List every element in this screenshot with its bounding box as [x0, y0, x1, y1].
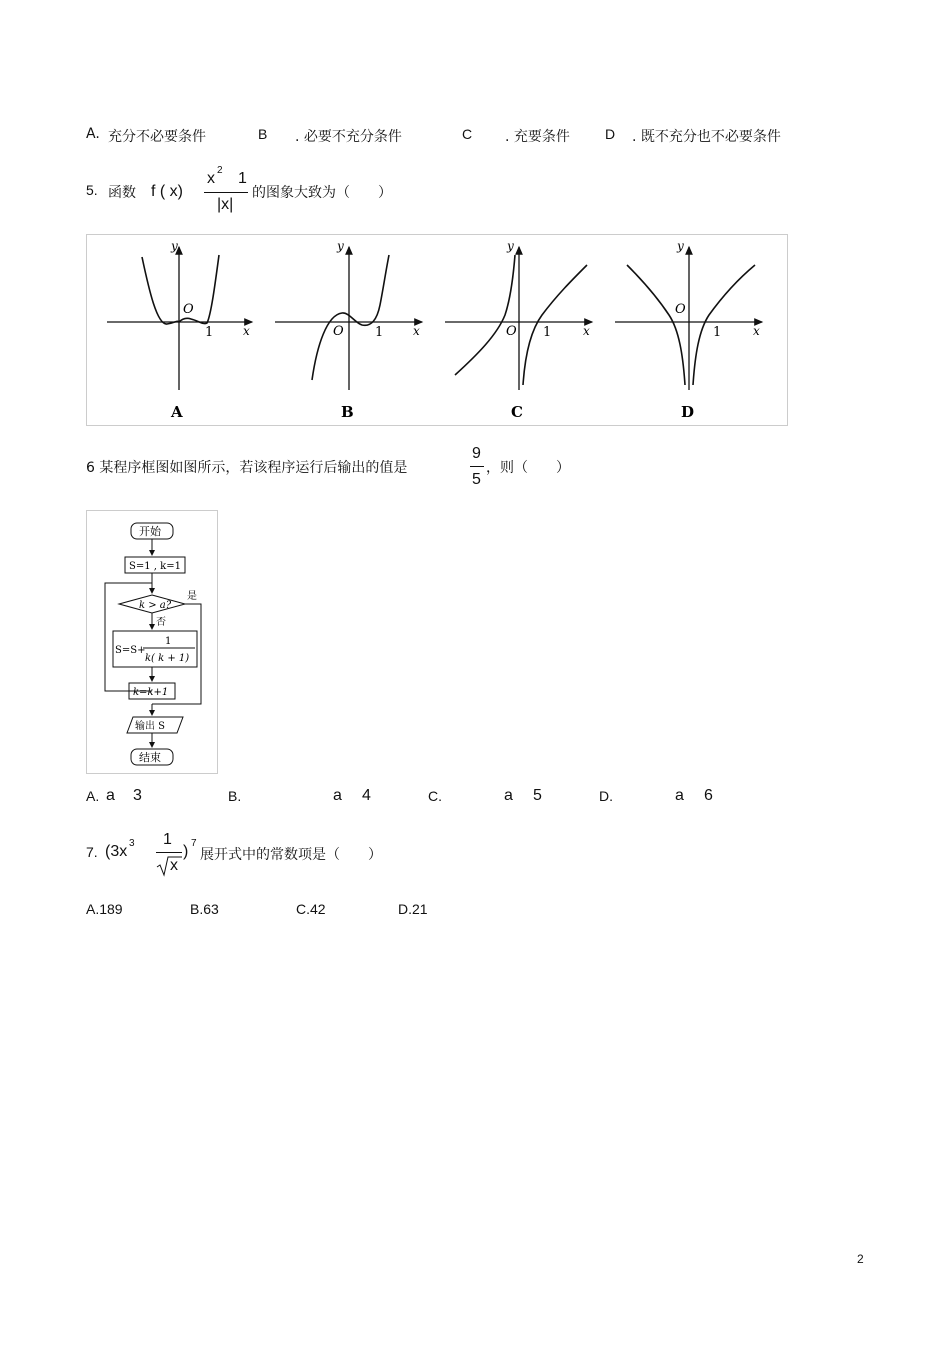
graph-b-label: B [341, 403, 354, 421]
graph-b-y-label: y [337, 239, 344, 253]
q4-option-b-text: . 必要不充分条件 [295, 129, 402, 145]
q5-graphs-figure [86, 234, 788, 426]
flow-update-num: 1 [165, 636, 172, 647]
q4-option-d-text: . 既不充分也不必要条件 [632, 129, 781, 145]
q7-exponent-3: 3 [129, 838, 135, 849]
graph-a-origin: O [183, 302, 194, 317]
graph-d-y-label: y [677, 239, 684, 253]
q7-frac-num: 1 [163, 831, 172, 848]
flow-yes: 是 [187, 591, 197, 602]
graph-c-label: C [511, 403, 523, 421]
q5-number: 5. [86, 182, 98, 198]
q6-option-c-label: C. [428, 788, 442, 804]
q4-option-b-label: B [258, 126, 268, 142]
q4-option-d-label: D [605, 126, 616, 142]
q7-open: (3x [105, 843, 128, 860]
q7-option-d: D.21 [398, 901, 428, 917]
q5-fraction-bar [204, 192, 248, 193]
q5-prefix: 函数 [108, 185, 136, 201]
flow-no: 否 [156, 617, 166, 628]
q7-exponent-7: 7 [191, 838, 197, 849]
q6-flowchart [86, 510, 218, 774]
q6-frac-den: 5 [472, 471, 481, 488]
q4-option-a-text: 充分不必要条件 [108, 129, 206, 145]
graph-d-origin: O [675, 302, 686, 317]
q5-numerator-exponent: 2 [217, 165, 223, 176]
graph-b [275, 239, 422, 421]
q6-suffix: ，则（ ） [486, 460, 570, 476]
q7-text: 展开式中的常数项是（ ） [200, 847, 382, 863]
graph-d-label: D [681, 403, 695, 421]
q7-number: 7. [86, 844, 98, 860]
graph-a-tick: 1 [205, 325, 214, 340]
q6-text: 6 某程序框图如图所示，若该程序运行后输出的值是 [86, 460, 408, 476]
q6-fraction-bar [470, 466, 484, 467]
q4-option-c-label: C [462, 126, 473, 142]
graph-a-x-label: x [243, 324, 250, 338]
flow-output: 输出 S [135, 721, 166, 732]
q4-option-c-text: . 充要条件 [505, 129, 570, 145]
graph-c-y-label: y [507, 239, 514, 253]
q6-option-a-label: A. [86, 788, 100, 804]
flow-update-den: k( k + 1) [145, 653, 190, 664]
flow-start: 开始 [139, 525, 161, 538]
q7-sqrt-icon [156, 855, 182, 877]
q5-numerator-x: x [207, 170, 215, 187]
q5-graphs-svg [87, 235, 787, 425]
q4-option-a-label: A. [86, 126, 100, 142]
graph-d [615, 239, 762, 421]
q7-fraction-bar [156, 852, 182, 853]
q6-option-a-var: a [106, 787, 115, 804]
q7-option-a: A.189 [86, 901, 123, 917]
q6-option-a-value: 3 [133, 787, 142, 804]
q6-option-d-label: D. [599, 788, 613, 804]
graph-c-origin: O [506, 324, 517, 339]
graph-c [445, 239, 592, 421]
q6-option-c-var: a [504, 787, 513, 804]
q6-option-d-value: 6 [704, 787, 713, 804]
graph-c-x-label: x [583, 324, 590, 338]
q7-option-b: B.63 [190, 901, 219, 917]
flow-end: 结束 [139, 751, 161, 764]
flowchart-svg [87, 511, 217, 773]
q6-frac-num: 9 [472, 445, 481, 462]
flow-increment: k=k+1 [133, 687, 169, 698]
graph-b-tick: 1 [375, 325, 384, 340]
q6-option-b-label: B. [228, 788, 242, 804]
q5-suffix: 的图象大致为（ ） [252, 185, 392, 201]
graph-a-y-label: y [171, 239, 178, 253]
q6-option-b-var: a [333, 787, 342, 804]
graph-a-label: A [171, 403, 183, 421]
graph-b-x-label: x [413, 324, 420, 338]
q7-option-c: C.42 [296, 901, 326, 917]
flow-init: S=1 , k=1 [129, 561, 181, 572]
q6-option-d-var: a [675, 787, 684, 804]
q6-option-c-value: 5 [533, 787, 542, 804]
page-number: 2 [857, 1252, 864, 1266]
q5-function: f ( x) [151, 183, 183, 200]
q7-frac-den: x [170, 857, 178, 874]
flow-update-prefix: S=S+ [115, 645, 146, 656]
flow-condition: k > a? [139, 600, 172, 611]
graph-c-tick: 1 [543, 325, 552, 340]
q6-option-b-value: 4 [362, 787, 371, 804]
q7-close: ) [183, 843, 189, 860]
q5-denominator: |x| [217, 196, 234, 213]
graph-d-tick: 1 [713, 325, 722, 340]
graph-b-origin: O [333, 324, 344, 339]
graph-d-x-label: x [753, 324, 760, 338]
graph-a [107, 239, 252, 421]
q5-numerator-const: 1 [238, 170, 247, 187]
